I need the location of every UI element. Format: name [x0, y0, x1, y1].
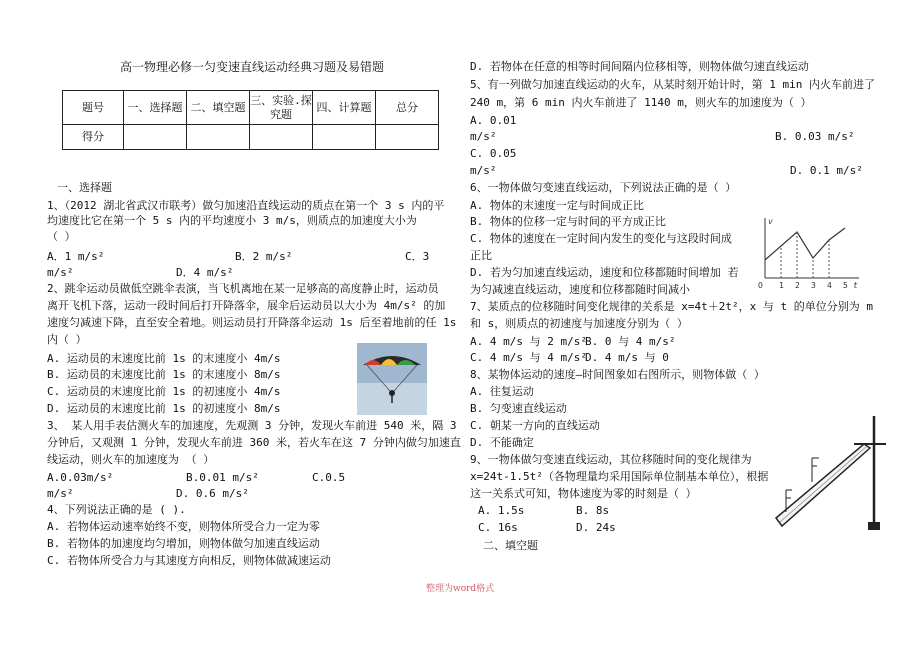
question-text: 7、某质点的位移随时间变化规律的关系是 x=4t＋2t²，x 与 t 的单位分别为 m [470, 300, 873, 313]
velocity-line [765, 228, 845, 260]
graph-tick: 1 [779, 281, 784, 290]
option-text: C. 朝某一方向的直线运动 [470, 419, 600, 432]
graph-origin: O [758, 281, 763, 290]
table-header-cell: 四、计算题 [313, 91, 376, 125]
option-text: C. 物体的速度在一定时间内发生的变化与这段时间成 [470, 232, 732, 245]
score-table [62, 90, 439, 150]
question-text: （ ） [47, 230, 76, 243]
table-header-cell: 三、实验.探究题 [250, 91, 313, 125]
graph-tick: 2 [795, 281, 800, 290]
table-cell [250, 125, 313, 150]
velocity-time-graph [755, 214, 865, 290]
graph-ylabel: v [768, 217, 773, 226]
option-text: C. 16s [478, 521, 518, 534]
option-text: C．3 [405, 250, 430, 263]
question-text: 4、下列说法正确的是 ( ). [47, 503, 186, 516]
question-text: 速度匀减速下降，直至安全着地。则运动员打开降落伞运动 1s 后至着地前的任 1s [47, 316, 457, 329]
table-cell [124, 125, 187, 150]
question-text: 5、有一列做匀加速直线运动的火车，从某时刻开始计时，第 1 min 内火车前进了 [470, 78, 875, 91]
option-text: C. 若物体所受合力与其速度方向相反，则物体做减速运动 [47, 554, 331, 567]
option-text: A. 4 m/s 与 2 m/s² [470, 335, 587, 348]
inclined-plane-figure [772, 414, 890, 534]
section-heading: 二、填空题 [483, 539, 538, 552]
option-text: A.0.03m/s² [47, 471, 114, 484]
table-cell [187, 125, 250, 150]
parachute-photo [357, 343, 427, 415]
table-cell [313, 125, 376, 150]
option-text: B. 若物体的加速度均匀增加，则物体做匀加速直线运动 [47, 537, 320, 550]
option-text: m/s² [470, 130, 497, 143]
graph-tick: 4 [827, 281, 832, 290]
table-header-cell: 一、选择题 [124, 91, 187, 125]
option-text: B. 物体的位移一定与时间的平方成正比 [470, 215, 666, 228]
option-text: C. 0.05 [470, 147, 517, 160]
table-header-cell: 二、填空题 [187, 91, 250, 125]
option-text: D. 运动员的末速度比前 1s 的初速度小 8m/s [47, 402, 281, 415]
option-text: m/s² [47, 266, 74, 279]
footer-text: 整理为word格式 [426, 584, 495, 594]
option-text: B. 运动员的末速度比前 1s 的末速度小 8m/s [47, 368, 281, 381]
option-text: D. 0.6 m/s² [176, 487, 249, 500]
option-text: B. 0 与 4 m/s² [585, 335, 676, 348]
option-text: D. 若物体在任意的相等时间间隔内位移相等，则物体做匀速直线运动 [470, 60, 809, 73]
option-text: D. 4 m/s 与 0 [585, 351, 669, 364]
question-text: 1、（2012 湖北省武汉市联考）做匀加速沿直线运动的质点在第一个 3 s 内的平 [47, 199, 445, 212]
option-text: B.0.01 m/s² [186, 471, 259, 484]
option-text: A. 1.5s [478, 504, 525, 517]
question-text: 线运动，则火车的加速度为 （ ） [47, 453, 215, 466]
question-text: 3、 某人用手表估测火车的加速度，先观测 3 分钟，发现火车前进 540 米，隔 3 [47, 419, 457, 432]
section-heading: 一、选择题 [57, 181, 112, 194]
graph-tick: 5 [843, 281, 848, 290]
option-text: A. 0.01 [470, 114, 517, 127]
option-text: B. 0.03 m/s² [775, 130, 855, 143]
table-header-cell: 总分 [376, 91, 439, 125]
option-text: 为匀减速直线运动，速度和位移都随时间减小 [470, 283, 690, 296]
page-title: 高一物理必修一匀变速直线运动经典习题及易错题 [120, 60, 385, 74]
question-text: 和 s，则质点的初速度与加速度分别为（ ） [470, 317, 688, 330]
graph-xlabel: t [853, 281, 858, 290]
option-text: m/s² [47, 487, 74, 500]
option-text: C. 运动员的末速度比前 1s 的初速度小 4m/s [47, 385, 281, 398]
table-cell [376, 125, 439, 150]
question-text: 内（ ） [47, 333, 87, 346]
question-text: 240 m，第 6 min 内火车前进了 1140 m，则火车的加速度为（ ） [470, 96, 812, 109]
option-text: A．1 m/s² [47, 250, 105, 263]
question-text: 均速度比它在第一个 5 s 内的平均速度小 3 m/s，则质点的加速度大小为 [47, 214, 417, 227]
question-text: 6、一物体做匀变速直线运动，下列说法正确的是（ ） [470, 181, 737, 194]
option-text: A. 运动员的末速度比前 1s 的末速度小 4m/s [47, 352, 281, 365]
question-text: 离开飞机下落，运动一段时间后打开降落伞，展伞后运动员以大小为 4m/s² 的加 [47, 299, 446, 312]
option-text: 正比 [470, 249, 492, 262]
graph-tick: 3 [811, 281, 816, 290]
option-text: B. 8s [576, 504, 610, 517]
option-text: D．4 m/s² [176, 266, 234, 279]
question-text: 分钟后，又观测 1 分钟，发现火车前进 360 米，若火车在这 7 分钟内做匀加速直 [47, 436, 461, 449]
option-text: B. 匀变速直线运动 [470, 402, 567, 415]
option-text: C. 4 m/s 与 4 m/s² [470, 351, 587, 364]
option-text: A. 往复运动 [470, 385, 534, 398]
option-text: A. 物体的末速度一定与时间成正比 [470, 199, 644, 212]
option-text: D. 不能确定 [470, 436, 534, 449]
question-text: 2、跳伞运动员做低空跳伞表演，当飞机离地在某一足够高的高度静止时，运动员 [47, 282, 439, 295]
question-text: 这一关系式可知，物体速度为零的时刻是（ ） [470, 487, 697, 500]
option-text: D. 若为匀加速直线运动，速度和位移都随时间增加 若 [470, 266, 739, 279]
option-text: D. 24s [576, 521, 616, 534]
option-text: m/s² [470, 164, 497, 177]
option-text: D. 0.1 m/s² [790, 164, 863, 177]
table-row-label: 得分 [63, 125, 124, 150]
question-text: 8、某物体运动的速度—时间图象如右图所示，则物体做（ ） [470, 368, 765, 381]
option-text: B．2 m/s² [235, 250, 293, 263]
option-text: A. 若物体运动速率始终不变，则物体所受合力一定为零 [47, 520, 320, 533]
question-text: x=24t-1.5t²（各物理量均采用国际单位制基本单位），根据 [470, 470, 769, 483]
question-text: 9、一物体做匀变速直线运动，其位移随时间的变化规律为 [470, 453, 752, 466]
table-header-cell: 题号 [63, 91, 124, 125]
option-text: C.0.5 [312, 471, 346, 484]
